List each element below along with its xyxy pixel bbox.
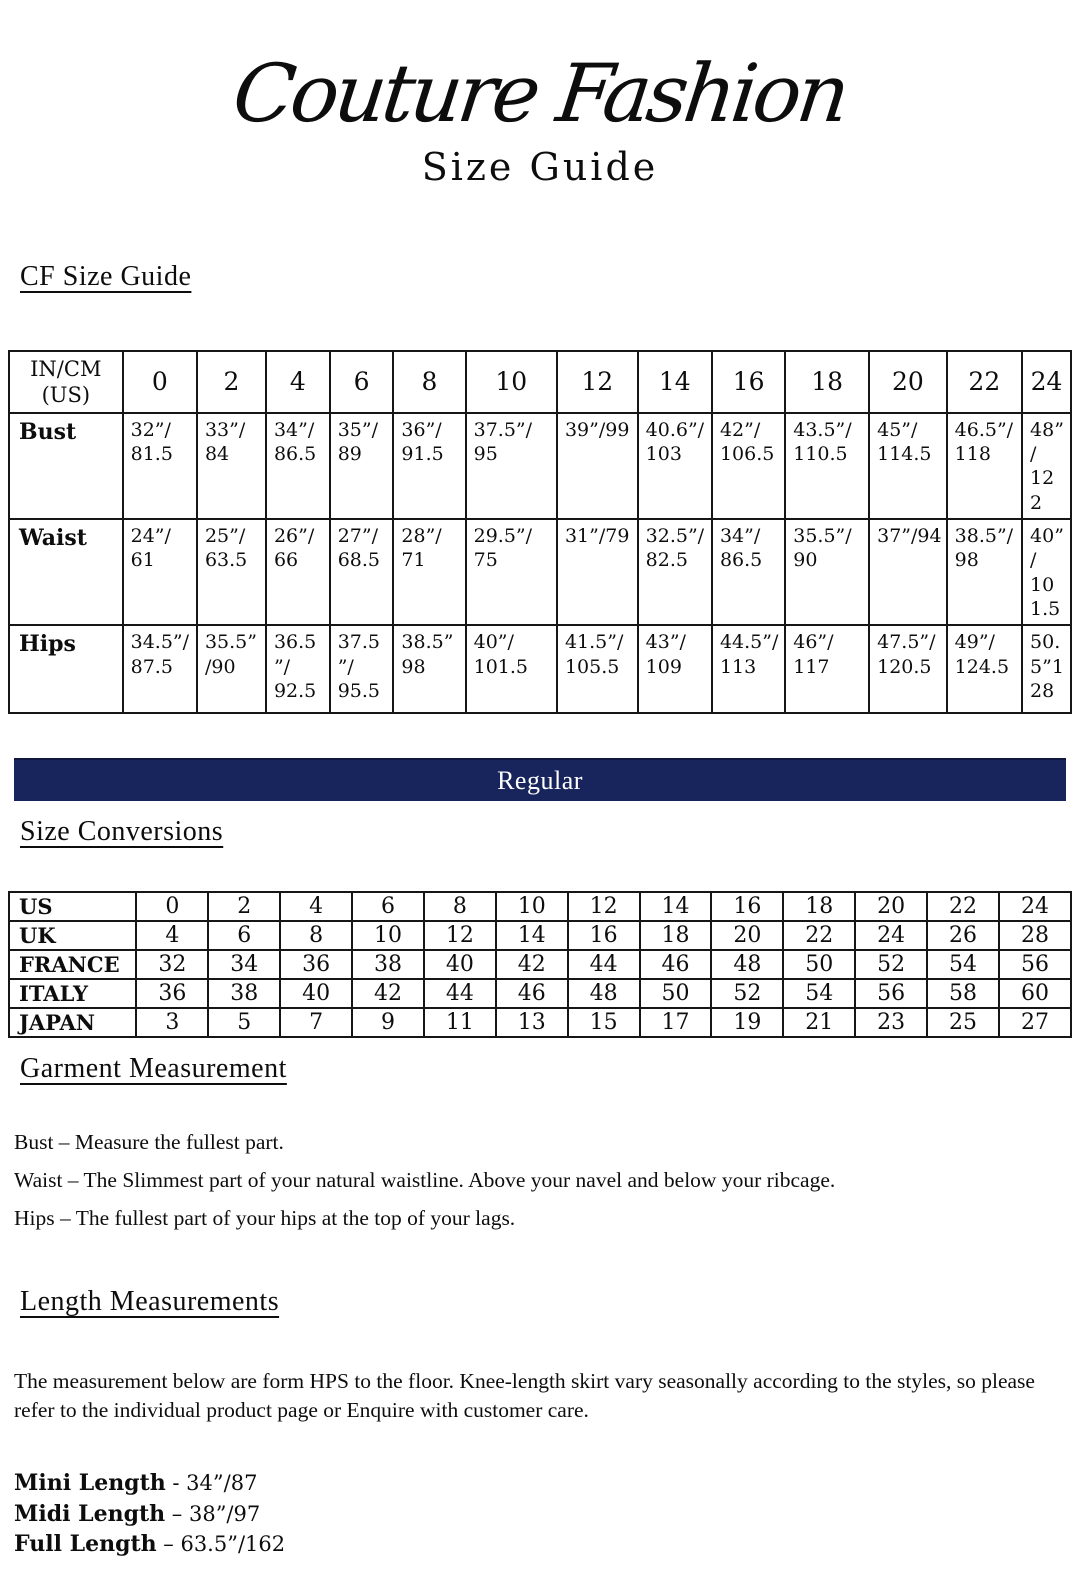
size-column-header: 2 bbox=[197, 351, 266, 413]
cell-value: 34”/​86.5 bbox=[712, 519, 785, 625]
size-column-header: 18 bbox=[785, 351, 869, 413]
cell-value: 36.5”/​92.5 bbox=[266, 625, 330, 713]
cell-value: 16 bbox=[568, 921, 640, 950]
row-label: JAPAN bbox=[9, 1008, 136, 1037]
cell-value: 31”/​79 bbox=[557, 519, 638, 625]
cell-value: 54 bbox=[783, 979, 855, 1008]
cell-value: 38.5”/​98 bbox=[947, 519, 1022, 625]
cell-value: 50.5”128 bbox=[1022, 625, 1071, 713]
length-item-full bbox=[14, 1529, 1072, 1559]
cell-value: 48”/​122 bbox=[1022, 413, 1071, 519]
cell-value: 20 bbox=[711, 921, 783, 950]
size-column-header: 12 bbox=[557, 351, 638, 413]
table-row bbox=[9, 413, 1071, 519]
table-row bbox=[9, 1008, 1071, 1037]
length-label-full: Full Length bbox=[14, 1530, 157, 1557]
cell-value: 7 bbox=[280, 1008, 352, 1037]
cell-value: 2 bbox=[208, 892, 280, 921]
cell-value: 25 bbox=[927, 1008, 999, 1037]
row-label: US bbox=[9, 892, 136, 921]
size-column-header: 16 bbox=[712, 351, 785, 413]
size-column-header: 8 bbox=[393, 351, 465, 413]
length-item-mini bbox=[14, 1468, 1072, 1498]
cell-value: 52 bbox=[855, 950, 927, 979]
cell-value: 34”/​86.5 bbox=[266, 413, 330, 519]
cell-value: 41.5”/​105.5 bbox=[557, 625, 638, 713]
garment-measurement-text bbox=[14, 1129, 1072, 1233]
cell-value: 15 bbox=[568, 1008, 640, 1037]
cell-value: 24 bbox=[999, 892, 1071, 921]
cell-value: 26”/​66 bbox=[266, 519, 330, 625]
cell-value: 10 bbox=[496, 892, 568, 921]
cell-value: 38 bbox=[352, 950, 424, 979]
cell-value: 42”/​106.5 bbox=[712, 413, 785, 519]
cell-value: 56 bbox=[855, 979, 927, 1008]
length-measurements-paragraph: The measurement below are form HPS to the floor. Knee-length skirt vary seasonally according to the styles, so please refer to the individual product page or Enquire with customer care. bbox=[14, 1368, 1035, 1422]
size-column-header: 20 bbox=[869, 351, 947, 413]
cell-value: 38.5”98 bbox=[393, 625, 465, 713]
cell-value: 18 bbox=[783, 892, 855, 921]
cell-value: 29.5”/​75 bbox=[466, 519, 557, 625]
cell-value: 45”/​114.5 bbox=[869, 413, 947, 519]
cell-value: 47.5”/​120.5 bbox=[869, 625, 947, 713]
size-column-header: 14 bbox=[638, 351, 712, 413]
cell-value: 28”/​71 bbox=[393, 519, 465, 625]
cell-value: 19 bbox=[711, 1008, 783, 1037]
cell-value: 5 bbox=[208, 1008, 280, 1037]
row-label: UK bbox=[9, 921, 136, 950]
heading-size-conversions: Size Conversions bbox=[20, 816, 224, 848]
cell-value: 27”/​68.5 bbox=[330, 519, 394, 625]
cell-value: 10 bbox=[352, 921, 424, 950]
cell-value: 32”/​81.5 bbox=[123, 413, 197, 519]
cell-value: 24 bbox=[855, 921, 927, 950]
row-label: FRANCE bbox=[9, 950, 136, 979]
row-label: Bust bbox=[9, 413, 123, 519]
cell-value: 4 bbox=[136, 921, 208, 950]
row-label: Waist bbox=[9, 519, 123, 625]
cell-value: 56 bbox=[999, 950, 1071, 979]
table-row bbox=[9, 892, 1071, 921]
cell-value: 36”/​91.5 bbox=[393, 413, 465, 519]
cf-size-table bbox=[8, 350, 1072, 715]
table-corner-header: IN/CM (US) bbox=[9, 351, 123, 413]
garment-line-bust: Bust – Measure the fullest part. bbox=[14, 1130, 284, 1155]
cell-value: 27 bbox=[999, 1008, 1071, 1037]
length-item-midi bbox=[14, 1499, 1072, 1529]
cell-value: 36 bbox=[136, 979, 208, 1008]
length-value-full: – 63.5”/162 bbox=[156, 1531, 286, 1556]
cell-value: 3 bbox=[136, 1008, 208, 1037]
cell-value: 20 bbox=[855, 892, 927, 921]
cell-value: 21 bbox=[783, 1008, 855, 1037]
cell-value: 11 bbox=[424, 1008, 496, 1037]
cell-value: 26 bbox=[927, 921, 999, 950]
length-label-mini: Mini Length bbox=[14, 1470, 166, 1497]
cell-value: 46.5”/​118 bbox=[947, 413, 1022, 519]
cell-value: 4 bbox=[280, 892, 352, 921]
cell-value: 46 bbox=[640, 950, 712, 979]
cell-value: 43”/​109 bbox=[638, 625, 712, 713]
table-row bbox=[9, 921, 1071, 950]
cell-value: 40”/​101.5 bbox=[466, 625, 557, 713]
cell-value: 14 bbox=[496, 921, 568, 950]
cell-value: 44.5”/​113 bbox=[712, 625, 785, 713]
cell-value: 58 bbox=[927, 979, 999, 1008]
cell-value: 46”/​117 bbox=[785, 625, 869, 713]
length-label-midi: Midi Length bbox=[14, 1500, 166, 1527]
cell-value: 34 bbox=[208, 950, 280, 979]
size-column-header: 24 bbox=[1022, 351, 1071, 413]
cell-value: 33”/​84 bbox=[197, 413, 266, 519]
length-value-mini: - 34”/87 bbox=[165, 1471, 258, 1496]
cell-value: 12 bbox=[568, 892, 640, 921]
row-label: Hips bbox=[9, 625, 123, 713]
heading-length-measurements: Length Measurements bbox=[20, 1286, 280, 1318]
cell-value: 60 bbox=[999, 979, 1071, 1008]
table-row bbox=[9, 625, 1071, 713]
size-column-header: 22 bbox=[947, 351, 1022, 413]
cell-value: 37.5”/​95 bbox=[466, 413, 557, 519]
cell-value: 50 bbox=[783, 950, 855, 979]
cell-value: 8 bbox=[280, 921, 352, 950]
size-conversion-table bbox=[8, 891, 1072, 1038]
cell-value: 37.5”/​95.5 bbox=[330, 625, 394, 713]
table-row bbox=[9, 950, 1071, 979]
cell-value: 9 bbox=[352, 1008, 424, 1037]
cell-value: 52 bbox=[711, 979, 783, 1008]
cell-value: 39”/​99 bbox=[557, 413, 638, 519]
garment-line-waist: Waist – The Slimmest part of your natural waistline. Above your navel and below your ribcage. bbox=[14, 1168, 836, 1193]
cell-value: 44 bbox=[568, 950, 640, 979]
cell-value: 22 bbox=[783, 921, 855, 950]
garment-line-hips: Hips – The fullest part of your hips at the top of your lags. bbox=[14, 1206, 516, 1231]
cell-value: 25”/​63.5 bbox=[197, 519, 266, 625]
cell-value: 34.5”/​87.5 bbox=[123, 625, 197, 713]
cell-value: 6 bbox=[352, 892, 424, 921]
cell-value: 23 bbox=[855, 1008, 927, 1037]
cell-value: 48 bbox=[711, 950, 783, 979]
size-header-row bbox=[9, 351, 1071, 413]
heading-garment-measurement: Garment Measurement bbox=[20, 1052, 287, 1084]
cell-value: 16 bbox=[711, 892, 783, 921]
cell-value: 22 bbox=[927, 892, 999, 921]
length-value-midi: – 38”/97 bbox=[165, 1501, 261, 1526]
cell-value: 6 bbox=[208, 921, 280, 950]
cell-value: 46 bbox=[496, 979, 568, 1008]
cell-value: 43.5”/​110.5 bbox=[785, 413, 869, 519]
cell-value: 13 bbox=[496, 1008, 568, 1037]
cell-value: 12 bbox=[424, 921, 496, 950]
cell-value: 18 bbox=[640, 921, 712, 950]
cell-value: 54 bbox=[927, 950, 999, 979]
size-column-header: 4 bbox=[266, 351, 330, 413]
brand-header bbox=[8, 45, 1072, 190]
size-column-header: 0 bbox=[123, 351, 197, 413]
cell-value: 40 bbox=[424, 950, 496, 979]
size-column-header: 6 bbox=[330, 351, 394, 413]
cell-value: 42 bbox=[352, 979, 424, 1008]
cell-value: 40”/​101.5 bbox=[1022, 519, 1071, 625]
brand-logo: Couture Fashion bbox=[228, 47, 852, 140]
cell-value: 0 bbox=[136, 892, 208, 921]
cell-value: 40 bbox=[280, 979, 352, 1008]
cell-value: 49”/​124.5 bbox=[947, 625, 1022, 713]
cell-value: 24”/​61 bbox=[123, 519, 197, 625]
cell-value: 17 bbox=[640, 1008, 712, 1037]
cell-value: 50 bbox=[640, 979, 712, 1008]
cell-value: 35.5”/​90 bbox=[197, 625, 266, 713]
cell-value: 44 bbox=[424, 979, 496, 1008]
cell-value: 28 bbox=[999, 921, 1071, 950]
cell-value: 35.5”/​90 bbox=[785, 519, 869, 625]
size-column-header: 10 bbox=[466, 351, 557, 413]
cell-value: 48 bbox=[568, 979, 640, 1008]
regular-banner: Regular bbox=[14, 758, 1066, 801]
cell-value: 37”/​94 bbox=[869, 519, 947, 625]
brand-tagline: Size Guide bbox=[421, 144, 659, 189]
cell-value: 32 bbox=[136, 950, 208, 979]
cell-value: 38 bbox=[208, 979, 280, 1008]
table-row bbox=[9, 519, 1071, 625]
cell-value: 14 bbox=[640, 892, 712, 921]
length-values-list bbox=[14, 1468, 1072, 1558]
cell-value: 36 bbox=[280, 950, 352, 979]
cell-value: 35”/​89 bbox=[330, 413, 394, 519]
row-label: ITALY bbox=[9, 979, 136, 1008]
cell-value: 40.6”/​103 bbox=[638, 413, 712, 519]
cell-value: 8 bbox=[424, 892, 496, 921]
table-row bbox=[9, 979, 1071, 1008]
cell-value: 32.5”/​82.5 bbox=[638, 519, 712, 625]
heading-cf-size-guide: CF Size Guide bbox=[20, 261, 192, 293]
cell-value: 42 bbox=[496, 950, 568, 979]
